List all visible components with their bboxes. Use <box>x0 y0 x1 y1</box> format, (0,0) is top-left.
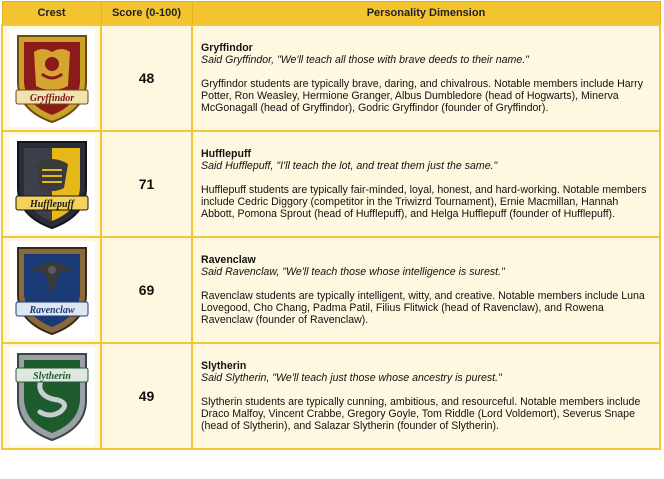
house-description: Ravenclaw students are typically intelligent, witty, and creative. Notable members include Luna Lovegood, Cho Chang, Padma Patil, Filius Flitwick (head of Ravenclaw), and Rowena Ravenclaw (founder of Ravenclaw). <box>201 290 645 326</box>
crest-cell <box>2 237 101 343</box>
score-value: 71 <box>101 131 192 237</box>
ravenclaw-crest-icon <box>9 241 95 339</box>
ravenclaw-crest-text: Ravenclaw <box>29 305 74 316</box>
header-personality-dimension: Personality Dimension <box>192 2 660 26</box>
header-crest: Crest <box>2 2 101 26</box>
house-name: Ravenclaw <box>201 254 256 266</box>
table-row <box>2 25 660 131</box>
score-value: 69 <box>101 237 192 343</box>
table-row <box>2 131 660 237</box>
hufflepuff-crest-text: Hufflepuff <box>29 199 74 210</box>
score-value: 49 <box>101 343 192 449</box>
house-quote: Said Gryffindor, "We'll teach all those with brave deeds to their name." <box>201 54 529 66</box>
hufflepuff-crest-icon <box>9 135 95 233</box>
house-description: Slytherin students are typically cunning, ambitious, and resourceful. Notable members include Draco Malfoy, Vincent Crabbe, Gregory Goyle, Tom Riddle (Lord Voldemort), Severus Snape (head of Slytherin), and Salazar Slytherin (founder of Slytherin). <box>201 396 641 432</box>
crest-cell <box>2 131 101 237</box>
house-results-table <box>1 1 661 450</box>
personality-dimension-cell <box>192 237 660 343</box>
house-description: Gryffindor students are typically brave, daring, and chivalrous. Notable members include Harry Potter, Ron Weasley, Hermione Granger, Albus Dumbledore (head of Hogwarts), Minerva McGonagall (head of Gryffindor), Godric Gryffindor (founder of Gryffindor). <box>201 78 644 114</box>
table-row <box>2 237 660 343</box>
gryffindor-crest-icon <box>9 29 95 127</box>
slytherin-crest-icon <box>9 347 95 445</box>
personality-dimension-cell <box>192 25 660 131</box>
table-header-row <box>2 2 660 26</box>
header-score: Score (0-100) <box>101 2 192 26</box>
house-quote: Said Ravenclaw, "We'll teach those whose intelligence is surest." <box>201 266 505 278</box>
house-description: Hufflepuff students are typically fair-minded, loyal, honest, and hard-working. Notable members include Cedric Diggory (competitor in the Triwizrd Tournament), Ernie Macmillan, Hannah Abbott, Pomona Sprout (head of Hufflepuff), and Helga Hufflepuff (founder of Hufflepuff). <box>201 184 647 220</box>
house-quote: Said Hufflepuff, "I'll teach the lot, and treat them just the same." <box>201 160 498 172</box>
crest-cell <box>2 25 101 131</box>
personality-dimension-cell <box>192 131 660 237</box>
house-name: Gryffindor <box>201 42 253 54</box>
house-name: Hufflepuff <box>201 148 252 160</box>
slytherin-crest-text: Slytherin <box>32 371 71 382</box>
house-name: Slytherin <box>201 360 247 372</box>
table-row <box>2 343 660 449</box>
crest-cell <box>2 343 101 449</box>
score-value: 48 <box>101 25 192 131</box>
gryffindor-crest-text: Gryffindor <box>29 93 74 104</box>
house-quote: Said Slytherin, "We'll teach just those whose ancestry is purest." <box>201 372 502 384</box>
personality-dimension-cell <box>192 343 660 449</box>
